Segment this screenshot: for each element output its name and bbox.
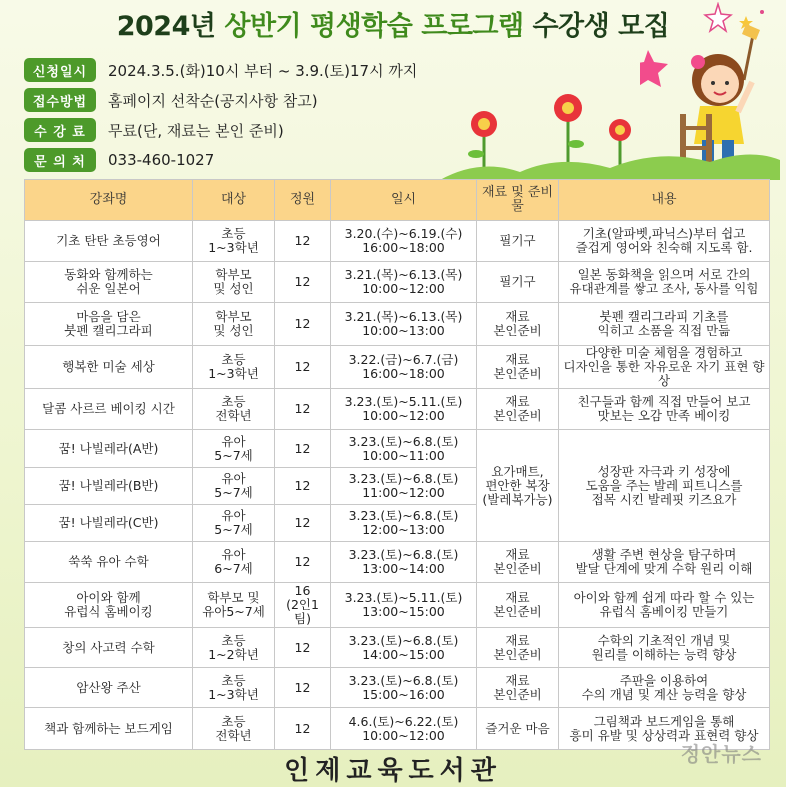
cell-materials: 재료 본인준비	[477, 542, 559, 583]
cell-schedule: 3.23.(토)~6.8.(토) 14:00~15:00	[331, 628, 477, 668]
cell-schedule: 3.23.(토)~5.11.(토) 10:00~12:00	[331, 389, 477, 430]
cell-target: 초등 1~3학년	[193, 668, 275, 708]
table-row	[25, 542, 770, 583]
cell-target: 초등 1~2학년	[193, 628, 275, 668]
cell-content: 주판을 이용하여 수의 개념 및 계산 능력을 향상	[559, 668, 770, 708]
cell-course: 암산왕 주산	[25, 668, 193, 708]
cell-target: 유아 5~7세	[193, 430, 275, 468]
info-fee	[24, 118, 284, 142]
cell-course: 동화와 함께하는 쉬운 일본어	[25, 262, 193, 303]
cell-target: 초등 전학년	[193, 708, 275, 750]
cell-capacity: 12	[275, 430, 331, 468]
header-capacity: 정원	[275, 180, 331, 221]
table-row	[25, 221, 770, 262]
cell-schedule: 3.23.(토)~6.8.(토) 13:00~14:00	[331, 542, 477, 583]
header-materials: 재료 및 준비물	[477, 180, 559, 221]
table-header-row	[25, 180, 770, 221]
cell-course: 꿈! 나빌레라(A반)	[25, 430, 193, 468]
info-label: 문 의 처	[24, 148, 96, 172]
cell-schedule: 3.23.(토)~6.8.(토) 11:00~12:00	[331, 468, 477, 505]
info-apply-method	[24, 88, 318, 112]
cell-content: 붓펜 캘리그라피 기초를 익히고 소품을 직접 만듦	[559, 303, 770, 346]
cell-materials: 재료 본인준비	[477, 303, 559, 346]
cell-capacity: 12	[275, 262, 331, 303]
cell-content: 아이와 함께 쉽게 따라 할 수 있는 유럽식 홈베이킹 만들기	[559, 583, 770, 628]
info-value: 033-460-1027	[108, 151, 215, 169]
cell-capacity: 12	[275, 708, 331, 750]
cell-materials: 즐거운 마음	[477, 708, 559, 750]
header-course: 강좌명	[25, 180, 193, 221]
cell-materials: 재료 본인준비	[477, 668, 559, 708]
info-label: 접수방법	[24, 88, 96, 112]
title-year: 2024년	[116, 11, 225, 42]
cell-content: 다양한 미술 체험을 경험하고 디자인을 통한 자유로운 자기 표현 향상	[559, 346, 770, 389]
grass-icon	[440, 150, 780, 180]
program-table	[24, 179, 770, 750]
cell-schedule: 3.20.(수)~6.19.(수) 16:00~18:00	[331, 221, 477, 262]
header-target: 대상	[193, 180, 275, 221]
cell-course: 창의 사고력 수학	[25, 628, 193, 668]
cell-capacity: 12	[275, 221, 331, 262]
cell-materials: 필기구	[477, 221, 559, 262]
cell-target: 초등 전학년	[193, 389, 275, 430]
header-schedule: 일시	[331, 180, 477, 221]
cell-course: 행복한 미술 세상	[25, 346, 193, 389]
cell-schedule: 3.23.(토)~6.8.(토) 12:00~13:00	[331, 505, 477, 542]
table-row	[25, 583, 770, 628]
cell-course: 책과 함께하는 보드게임	[25, 708, 193, 750]
cell-capacity: 12	[275, 303, 331, 346]
table-row	[25, 430, 770, 468]
table-row	[25, 628, 770, 668]
library-name: 인제교육도서관	[284, 756, 502, 786]
cell-schedule: 4.6.(토)~6.22.(토) 10:00~12:00	[331, 708, 477, 750]
cell-target: 유아 5~7세	[193, 505, 275, 542]
cell-target: 초등 1~3학년	[193, 346, 275, 389]
cell-target: 유아 6~7세	[193, 542, 275, 583]
cell-content: 수학의 기초적인 개념 및 원리를 이해하는 능력 향상	[559, 628, 770, 668]
info-value: 무료(단, 재료는 본인 준비)	[108, 121, 284, 140]
cell-capacity: 12	[275, 389, 331, 430]
cell-materials: 필기구	[477, 262, 559, 303]
info-label: 수 강 료	[24, 118, 96, 142]
cell-capacity: 12	[275, 668, 331, 708]
cell-content: 기초(알파벳,파닉스)부터 쉽고 즐겁게 영어와 친숙해 지도록 함.	[559, 221, 770, 262]
cell-target: 학부모 및 유아5~7세	[193, 583, 275, 628]
cell-materials: 재료 본인준비	[477, 583, 559, 628]
cell-capacity: 16 (2인1팀)	[275, 583, 331, 628]
table-row	[25, 708, 770, 750]
cell-target: 학부모 및 성인	[193, 303, 275, 346]
cell-schedule: 3.23.(토)~5.11.(토) 13:00~15:00	[331, 583, 477, 628]
cell-schedule: 3.21.(목)~6.13.(목) 10:00~12:00	[331, 262, 477, 303]
cell-target: 초등 1~3학년	[193, 221, 275, 262]
cell-schedule: 3.23.(토)~6.8.(토) 15:00~16:00	[331, 668, 477, 708]
info-label: 신청일시	[24, 58, 96, 82]
cell-content: 친구들과 함께 직접 만들어 보고 맛보는 오감 만족 베이킹	[559, 389, 770, 430]
cell-capacity: 12	[275, 346, 331, 389]
cell-capacity: 12	[275, 542, 331, 583]
cell-target: 유아 5~7세	[193, 468, 275, 505]
cell-capacity: 12	[275, 505, 331, 542]
table-row	[25, 303, 770, 346]
info-apply-period	[24, 58, 417, 82]
cell-schedule: 3.21.(목)~6.13.(목) 10:00~13:00	[331, 303, 477, 346]
cell-materials: 재료 본인준비	[477, 346, 559, 389]
info-contact	[24, 148, 214, 172]
info-value: 홈페이지 선착순(공지사항 참고)	[108, 91, 318, 110]
cell-materials-merged: 요가매트, 편안한 복장 (발레복가능)	[477, 430, 559, 542]
cell-content-merged: 성장판 자극과 키 성장에 도움을 주는 발레 피트니스를 접목 시킨 발레핏 키즈요가	[559, 430, 770, 542]
cell-course: 아이와 함께 유럽식 홈베이킹	[25, 583, 193, 628]
title-recruit: 수강생 모집	[532, 11, 670, 42]
cell-content: 일본 동화책을 읽으며 서로 간의 유대관계를 쌓고 조사, 동사를 익힘	[559, 262, 770, 303]
cell-content: 그림책과 보드게임을 통해 흥미 유발 및 상상력과 표현력 향상	[559, 708, 770, 750]
cell-course: 마음을 담은 붓펜 캘리그라피	[25, 303, 193, 346]
cell-course: 달콤 사르르 베이킹 시간	[25, 389, 193, 430]
table-row	[25, 389, 770, 430]
watermark: 정안뉴스	[680, 742, 762, 766]
cell-capacity: 12	[275, 628, 331, 668]
cell-course: 기초 탄탄 초등영어	[25, 221, 193, 262]
cell-course: 쑥쑥 유아 수학	[25, 542, 193, 583]
cell-target: 학부모 및 성인	[193, 262, 275, 303]
cell-content: 생활 주변 현상을 탐구하며 발달 단계에 맞게 수학 원리 이해	[559, 542, 770, 583]
cell-materials: 재료 본인준비	[477, 628, 559, 668]
info-value: 2024.3.5.(화)10시 부터 ~ 3.9.(토)17시 까지	[108, 61, 418, 80]
cell-capacity: 12	[275, 468, 331, 505]
table-row	[25, 668, 770, 708]
cell-schedule: 3.22.(금)~6.7.(금) 16:00~18:00	[331, 346, 477, 389]
cell-course: 꿈! 나빌레라(B반)	[25, 468, 193, 505]
table-row	[25, 346, 770, 389]
cell-materials: 재료 본인준비	[477, 389, 559, 430]
cell-schedule: 3.23.(토)~6.8.(토) 10:00~11:00	[331, 430, 477, 468]
cell-course: 꿈! 나빌레라(C반)	[25, 505, 193, 542]
table-row	[25, 262, 770, 303]
title-program: 상반기 평생학습 프로그램	[224, 11, 533, 42]
header-content: 내용	[559, 180, 770, 221]
